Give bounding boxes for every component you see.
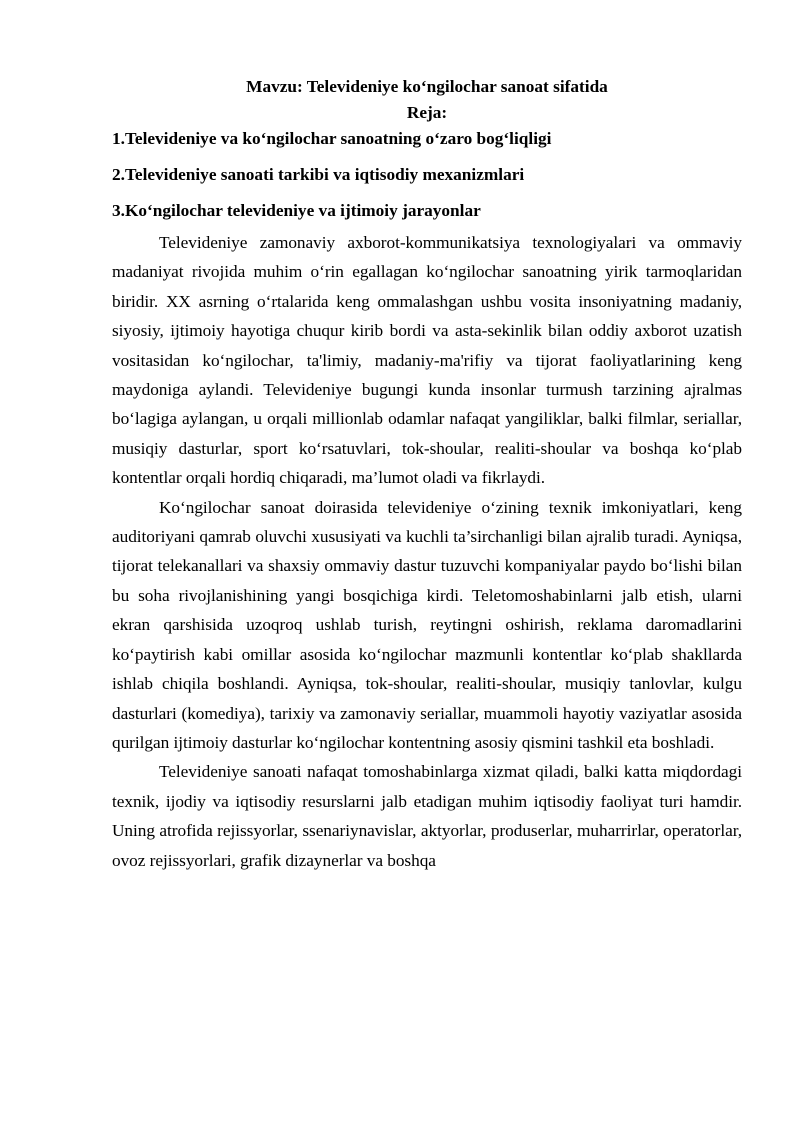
plan-item-2: 2.Televideniye sanoati tarkibi va iqtisodiy mexanizmlari xyxy=(112,165,525,184)
plan-list xyxy=(112,126,742,224)
paragraph-1: Televideniye zamonaviy axborot-kommunikatsiya texnologiyalari va ommaviy madaniyat rivojida muhim o‘rin egallagan ko‘ngilochar sanoatning yirik tarmoqlaridan biridir. XX asrning o‘rtalarida keng ommalashgan ushbu vosita insoniyatning madaniy, siyosiy, ijtimoiy hayotiga chuqur kirib bordi va asta-sekinlik bilan oddiy axborot uzatish vositasidan ko‘ngilochar, ta'limiy, madaniy-ma'rifiy va tijorat faoliyatlarining keng maydoniga aylandi. Televideniye bugungi kunda insonlar turmush tarzining ajralmas bo‘lagiga aylangan, u orqali millionlab odamlar nafaqat yangiliklar, balki filmlar, seriallar, musiqiy dasturlar, sport ko‘rsatuvlari, tok-shoular, realiti-shoular va boshqa ko‘plab kontentlar orqali hordiq chiqaradi, ma’lumot oladi va fikrlaydi. xyxy=(112,233,742,488)
document-title: Mavzu: Televideniye ko‘ngilochar sanoat sifatida xyxy=(246,77,608,96)
plan-heading: Reja: xyxy=(406,103,448,122)
document-page xyxy=(112,74,742,875)
paragraph-2: Ko‘ngilochar sanoat doirasida televideniye o‘zining texnik imkoniyatlari, keng auditoriyani qamrab oluvchi xususiyati va kuchli ta’sirchanligi bilan ajralib turadi. Ayniqsa, tijorat telekanallari va shaxsiy ommaviy dastur tuzuvchi kompaniyalar paydo bo‘lishi bilan bu soha rivojlanishining yangi bosqichiga kirdi. Teletomoshabinlarni jalb etish, ularni ekran qarshisida uzoqroq ushlab turish, reytingni oshirish, reklama daromadlarini ko‘paytirish kabi omillar asosida ko‘ngilochar mazmunli kontentlar ko‘plab shakllarda ishlab chiqila boshlandi. Ayniqsa, tok-shoular, realiti-shoular, musiqiy tanlovlar, kulgu dasturlari (komediya), tarixiy va zamonaviy seriallar, muammoli hayotiy vaziyatlar asosida qurilgan ijtimoiy dasturlar ko‘ngilochar kontentning asosiy qismini tashkil eta boshladi. xyxy=(112,497,742,752)
plan-item-1: 1.Televideniye va ko‘ngilochar sanoatning o‘zaro bog‘liqligi xyxy=(112,129,552,148)
paragraph-3: Televideniye sanoati nafaqat tomoshabinlarga xizmat qiladi, balki katta miqdordagi texnik, ijodiy va iqtisodiy resurslarni jalb etadigan muhim iqtisodiy faoliyat turi hamdir. Uning atrofida rejissyorlar, ssenariynavislar, aktyorlar, produserlar, muharrirlar, operatorlar, ovoz rejissyorlari, grafik dizaynerlar va boshqa xyxy=(112,762,742,870)
plan-item-3: 3.Ko‘ngilochar televideniye va ijtimoiy jarayonlar xyxy=(112,201,481,220)
